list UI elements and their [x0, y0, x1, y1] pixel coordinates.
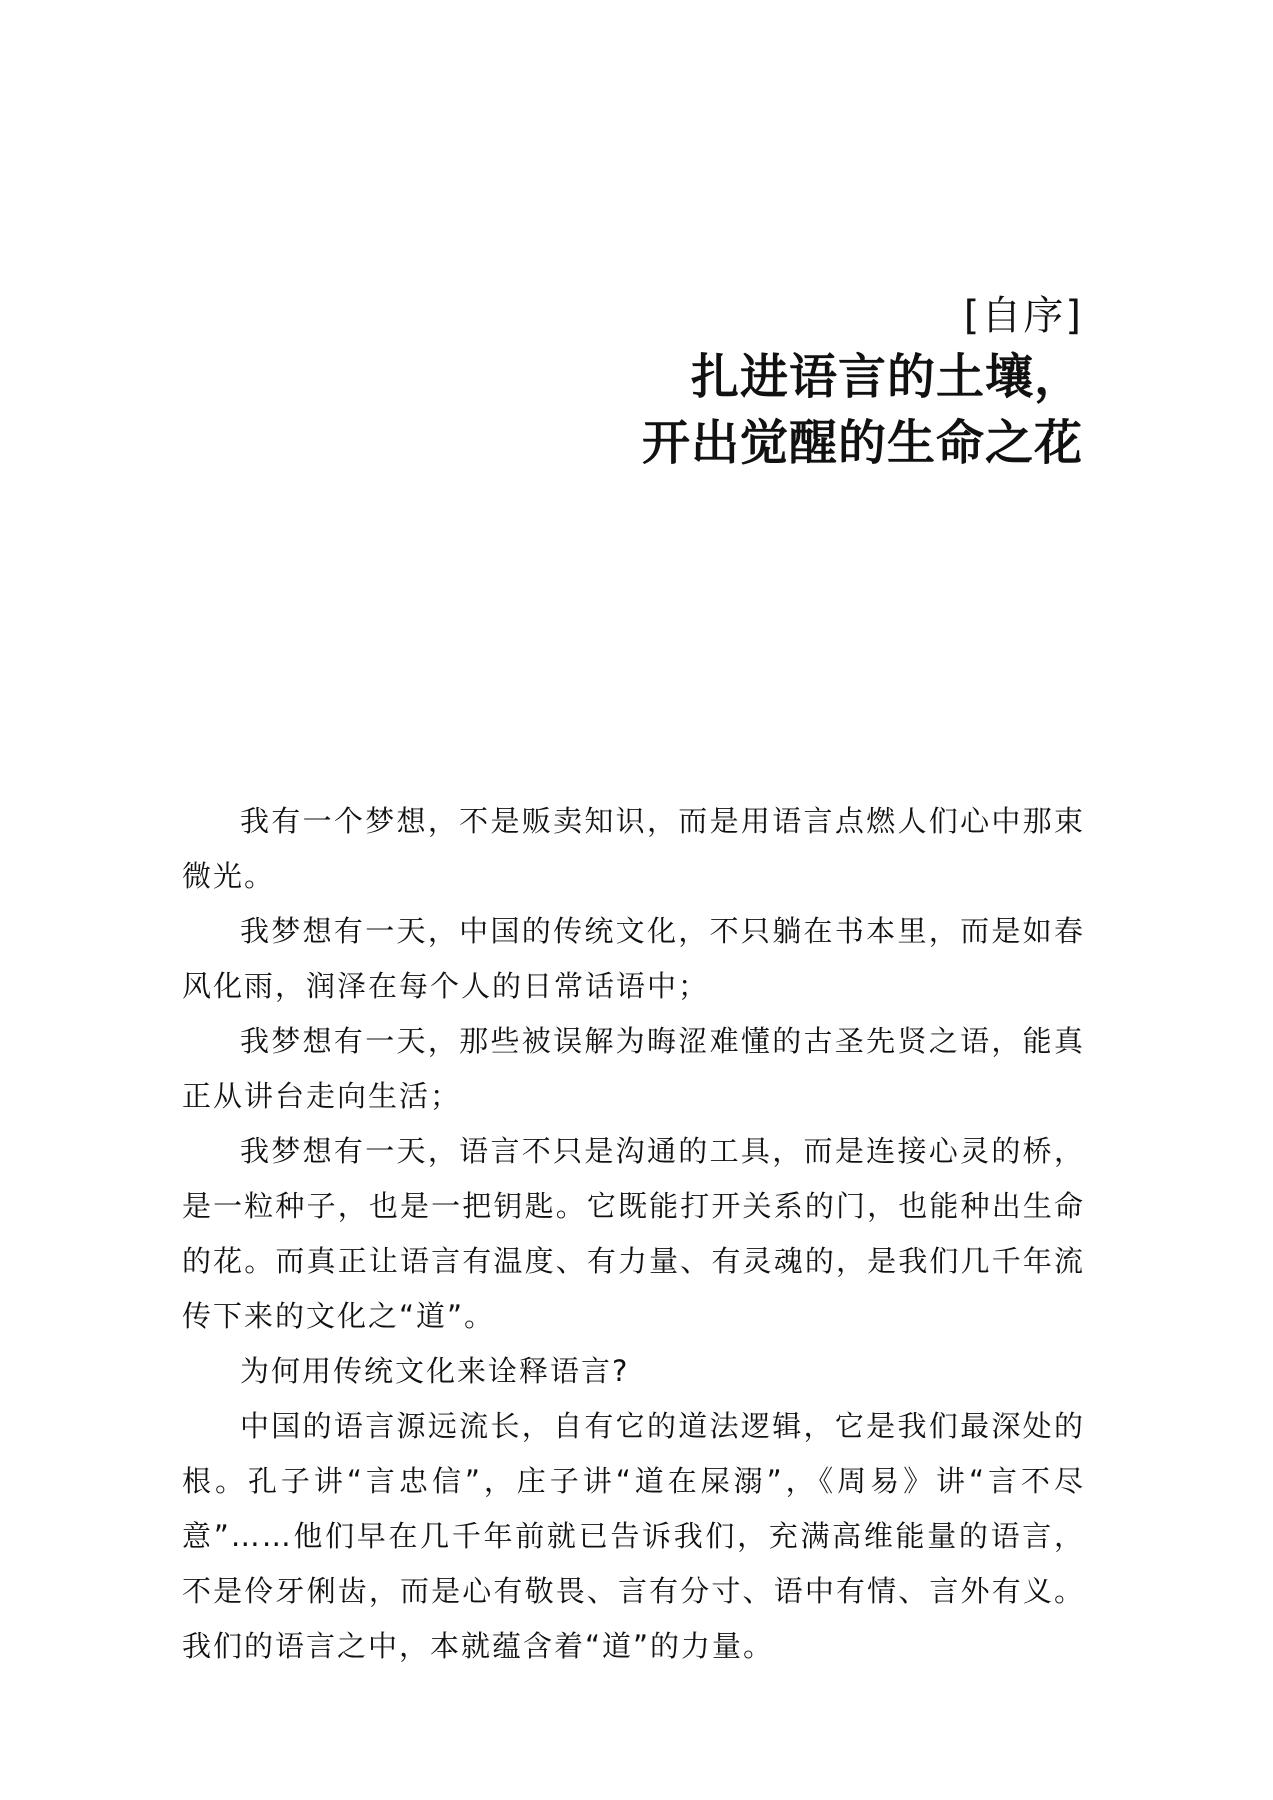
preface-tag: [自序]: [963, 293, 1083, 339]
paragraph: 我梦想有一天，语言不只是沟通的工具，而是连接心灵的桥，是一粒种子，也是一把钥匙。它既能打开关系的门，也能种出生命的花。而真正让语言有温度、有力量、有灵魂的，是我们几千年流传下来的文化之“道”。: [182, 1134, 1085, 1333]
title-line-2: 开出觉醒的生命之花: [641, 415, 1083, 471]
title-line-1: 扎进语言的土壤，: [690, 349, 1083, 405]
chapter-heading: [383, 288, 1083, 476]
body-text: [182, 794, 1085, 1674]
paragraph: 我梦想有一天，那些被误解为晦涩难懂的古圣先贤之语，能真正从讲台走向生活；: [182, 1024, 1085, 1113]
paragraph: 中国的语言源远流长，自有它的道法逻辑，它是我们最深处的根。孔子讲“言忠信”，庄子讲“道在屎溺”，《周易》讲“言不尽意”……他们早在几千年前就已告诉我们，充满高维能量的语言，不是伶牙俐齿，而是心有敬畏、言有分寸、语中有情、言外有义。我们的语言之中，本就蕴含着“道”的力量。: [182, 1409, 1085, 1663]
paragraph: 为何用传统文化来诠释语言?: [240, 1354, 630, 1388]
paragraph: 我有一个梦想，不是贩卖知识，而是用语言点燃人们心中那束微光。: [182, 804, 1085, 893]
paragraph: 我梦想有一天，中国的传统文化，不只躺在书本里，而是如春风化雨，润泽在每个人的日常话语中；: [182, 914, 1085, 1003]
